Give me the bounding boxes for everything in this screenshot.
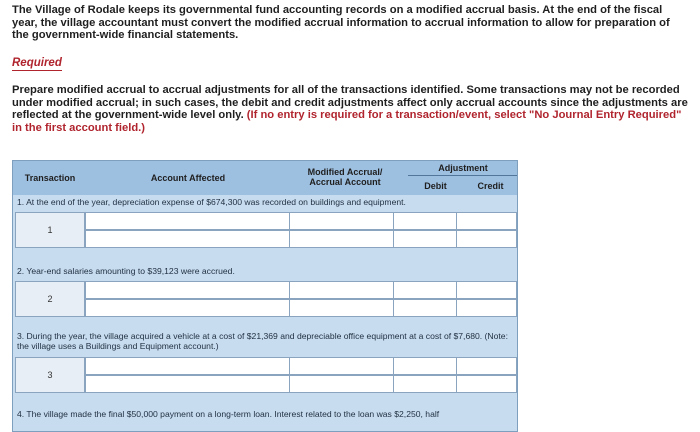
problem-intro: The Village of Rodale keeps its governmental fund accounting records on a modified accrual basis. At the end of the fiscal year, the village accountant must convert the modified accrual information to accrual information to allow for preparation of the government-wide financial statements. <box>12 4 670 42</box>
instructions-emphasis: (If no entry is required for a transaction/event, select "No Journal Entry Required" in the first account field.) <box>12 109 682 134</box>
header-modified-accrual-line1: Modified Accrual/ <box>307 167 383 177</box>
transaction-2-credit-input[interactable] <box>457 283 517 297</box>
transaction-2-debit-input[interactable] <box>394 283 456 297</box>
transaction-1-number: 1 <box>15 212 85 248</box>
transaction-2-debit-input-2[interactable] <box>394 301 456 315</box>
transaction-3-modified-select[interactable] <box>290 359 393 373</box>
transaction-2-account-select-2[interactable] <box>86 301 289 315</box>
transaction-2-modified-select-2[interactable] <box>290 301 393 315</box>
transaction-1-modified-select-2[interactable] <box>290 232 393 246</box>
transaction-1-row-1 <box>85 212 517 230</box>
transaction-1-debit-input[interactable] <box>394 214 456 228</box>
transaction-1-credit-input-2[interactable] <box>457 232 517 246</box>
instructions-main: Prepare modified accrual to accrual adjustments for all of the transactions identified. Some transactions may not be recorded under modified accrual; in such cases, the debit and credit adjustments affect only accrual accounts since the adjustments are reflected at the government-wide level only. <box>12 84 688 122</box>
transaction-3-modified-select-2[interactable] <box>290 377 393 391</box>
transaction-2-credit-input-2[interactable] <box>457 301 517 315</box>
transaction-3-account-select-2[interactable] <box>86 377 289 391</box>
transaction-2-number: 2 <box>15 281 85 317</box>
table-header <box>13 161 518 195</box>
transaction-3-row-2 <box>85 375 517 393</box>
transaction-3-number: 3 <box>15 357 85 393</box>
transaction-1-account-select-2[interactable] <box>86 232 289 246</box>
transaction-1-debit-input-2[interactable] <box>394 232 456 246</box>
transaction-2-entry <box>15 281 517 319</box>
header-credit: Credit <box>477 181 504 191</box>
instructions <box>12 84 688 134</box>
transaction-3-debit-input[interactable] <box>394 359 456 373</box>
required-label: Required <box>12 57 62 69</box>
transaction-2-row-1 <box>85 281 517 299</box>
transaction-1-description: 1. At the end of the year, depreciation expense of $674,300 was recorded on buildings and equipment. <box>17 197 406 207</box>
transaction-3-credit-input-2[interactable] <box>457 377 517 391</box>
journal-entry-table <box>12 160 518 432</box>
transaction-1-credit-input[interactable] <box>457 214 517 228</box>
header-account-affected: Account Affected <box>150 173 226 183</box>
transaction-3-account-select[interactable] <box>86 359 289 373</box>
transaction-1-entry <box>15 212 517 250</box>
transaction-1-modified-select[interactable] <box>290 214 393 228</box>
transaction-3-row-1 <box>85 357 517 375</box>
transaction-4-description: 4. The village made the final $50,000 payment on a long-term loan. Interest related to the loan was $2,250, half <box>17 409 440 419</box>
header-transaction: Transaction <box>24 173 76 183</box>
header-modified-accrual-line2: Accrual Account <box>309 177 381 187</box>
header-modified-accrual <box>295 167 395 187</box>
transaction-1-account-select[interactable] <box>86 214 289 228</box>
transaction-1-row-2 <box>85 230 517 248</box>
transaction-2-description: 2. Year-end salaries amounting to $39,123 were accrued. <box>17 266 235 276</box>
header-debit: Debit <box>424 181 447 191</box>
header-adjustment: Adjustment <box>408 163 518 176</box>
transaction-3-description: 3. During the year, the village acquired a vehicle at a cost of $21,369 and depreciable office equipment at a cost of $7,680. (Note: the village uses a Buildings and Equipment account.) <box>17 331 508 351</box>
transaction-2-row-2 <box>85 299 517 317</box>
transaction-3-debit-input-2[interactable] <box>394 377 456 391</box>
transaction-3-entry <box>15 357 517 395</box>
transaction-2-modified-select[interactable] <box>290 283 393 297</box>
transaction-3-credit-input[interactable] <box>457 359 517 373</box>
transaction-2-account-select[interactable] <box>86 283 289 297</box>
